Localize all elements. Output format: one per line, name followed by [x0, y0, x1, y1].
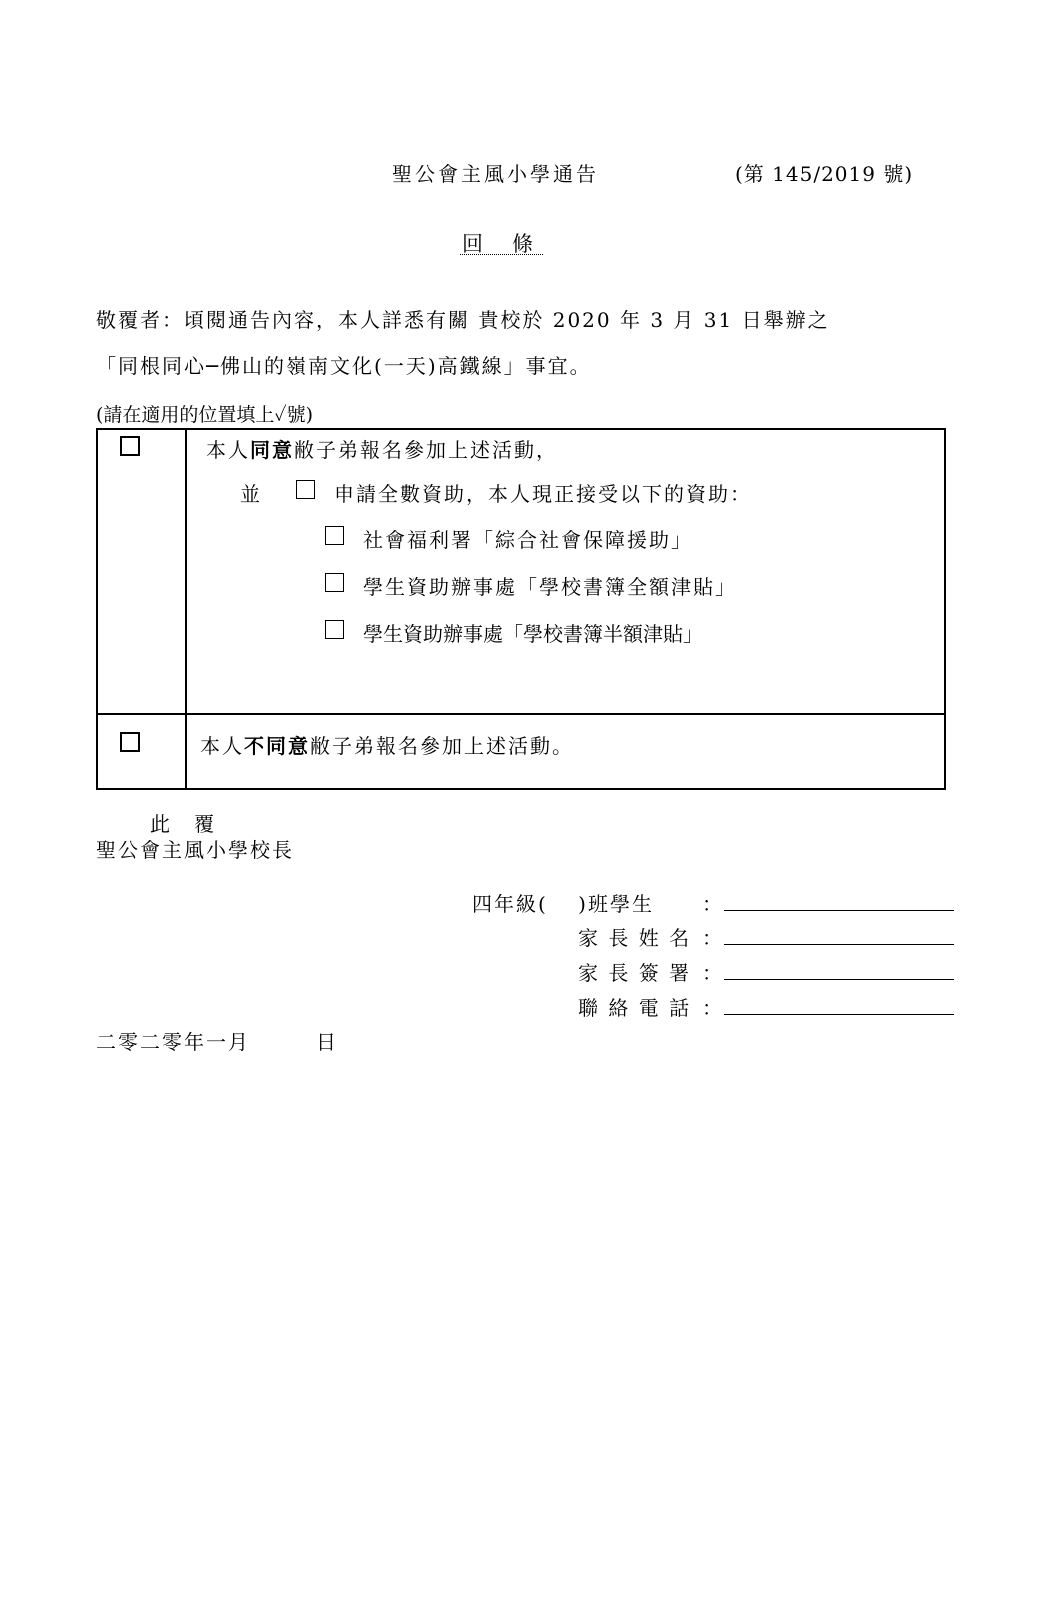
parent-name-line[interactable]: [724, 944, 954, 945]
field-colon: ：: [702, 892, 724, 916]
agree-checkbox[interactable]: [120, 436, 140, 456]
table-row-divider: [98, 713, 944, 715]
reply-slip-title: 回 條: [462, 232, 537, 256]
agree-suffix: 敝子弟報名參加上述活動，: [294, 438, 558, 462]
date-line: 二零二零年一月 日: [96, 1030, 338, 1054]
student-class-label: 四年級( )班學生: [472, 892, 654, 916]
half-textbook-grant-checkbox[interactable]: [325, 620, 344, 639]
agree-prefix: 本人: [206, 438, 250, 462]
parent-signature-line[interactable]: [724, 979, 954, 980]
field-colon: ：: [702, 961, 724, 985]
contact-phone-label: 聯 絡 電 話: [578, 996, 692, 1020]
intro-line-1: 敬覆者：頃閱通告內容，本人詳悉有關 貴校於 2020 年 3 月 31 日舉辦之: [96, 308, 830, 332]
notice-reference: (第 145/2019 號): [735, 162, 914, 186]
half-textbook-grant-label: 學生資助辦事處「學校書簿半額津貼」: [363, 622, 703, 646]
cssa-checkbox[interactable]: [325, 526, 344, 545]
contact-phone-line[interactable]: [724, 1014, 954, 1015]
full-textbook-grant-label: 學生資助辦事處「學校書簿全額津貼」: [363, 575, 737, 599]
disagree-statement: [200, 730, 574, 759]
full-subsidy-label: 申請全數資助，本人現正接受以下的資助：: [334, 482, 752, 506]
field-colon: ：: [702, 926, 724, 950]
notice-title: 聖公會主風小學通告: [392, 162, 599, 186]
consent-table: [96, 428, 946, 790]
disagree-checkbox[interactable]: [120, 732, 140, 752]
reply-title-underline: [460, 254, 543, 255]
intro-line-2: 「同根同心─佛山的嶺南文化(一天)高鐵線」事宜。: [96, 354, 592, 378]
disagree-keyword: 不同意: [244, 734, 310, 758]
disagree-suffix: 敝子弟報名參加上述活動。: [310, 734, 574, 758]
and-label: 並: [240, 482, 262, 506]
disagree-prefix: 本人: [200, 734, 244, 758]
closing-line: 此 覆: [150, 812, 216, 836]
field-colon: ：: [702, 996, 724, 1020]
cssa-option-label: 社會福利署「綜合社會保障援助」: [363, 528, 693, 552]
agree-keyword: 同意: [250, 438, 294, 462]
parent-name-label: 家 長 姓 名: [578, 926, 692, 950]
addressee: 聖公會主風小學校長: [96, 838, 294, 862]
agree-statement: [206, 434, 558, 463]
full-subsidy-checkbox[interactable]: [296, 480, 315, 499]
instruction-text: (請在適用的位置填上✓號): [96, 404, 314, 426]
parent-signature-label: 家 長 簽 署: [578, 961, 692, 985]
full-textbook-grant-checkbox[interactable]: [325, 573, 344, 592]
student-name-line[interactable]: [724, 910, 954, 911]
table-column-divider: [185, 430, 187, 788]
